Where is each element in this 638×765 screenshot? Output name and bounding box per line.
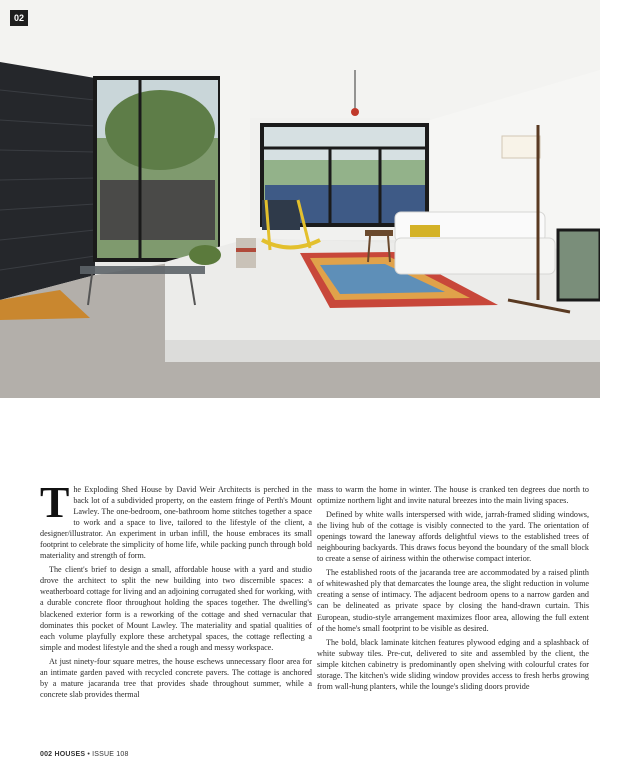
article-paragraph: The client's brief to design a small, affordable house with a yard and studio drove the architect to split the new building into two discernible spaces: a weatherboard cottage for living and an adjoining corrugated shed for working, with a durable concrete floor throughout holding the spaces together. The dwelling's blackened exterior form is a reworking of the cottage and shed vernacular that dominates this pocket of Mount Lawley. The materiality and spatial qualities of each volume playfully explore these archetypal spaces, the cottage reflecting a simple and modest lifestyle and the shed a rough and messy workspace. bbox=[40, 565, 312, 652]
article-left-column bbox=[40, 478, 312, 703]
article-paragraph: At just ninety-four square metres, the house eschews unnecessary floor area for an intimate garden paved with recycled concrete pavers. The cottage is anchored by a mature jacaranda tree that provides shade throughout summer, while a concrete slab provides thermal bbox=[40, 656, 312, 699]
article-paragraph: The established roots of the jacaranda tree are accommodated by a raised plinth of whitewashed ply that demarcates the lounge area, the slight reduction in volume creating a sense of intimacy. The adjacent bedroom opens to a narrow garden and can be delineated as private space by closing the hand-drawn curtain. This European, studio-style arrangement maximizes floor area, allowing the full extent of the home's small footprint to be visible as desired. bbox=[317, 568, 589, 633]
article-paragraph: Defined by white walls interspersed with wide, jarrah-framed sliding windows, the living hub of the cottage is visibly connected to the yard. The orientation of openings toward the laneway affords delightful views to the established trees of neighbouring backyards. This draws focus beyond the boundary of the small block to create a sense of airiness within the otherwise compact interior. bbox=[317, 510, 589, 564]
article-paragraph: mass to warm the home in winter. The house is cranked ten degrees due north to optimize northern light and invite natural breezes into the main living spaces. bbox=[317, 485, 589, 506]
footer-page-number: 002 bbox=[40, 751, 53, 758]
article-right-column bbox=[317, 484, 589, 695]
article-paragraph: The bold, black laminate kitchen features plywood edging and a splashback of white subway tiles. Pre-cut, delivered to site and assembled by the client, the simple kitchen cabinetry is predominantly open shelving with colourful crates for storage. The kitchen's wide sliding window provides access to fresh herbs growing from wall-hung planters, while the lounge's sliding doors provide bbox=[317, 637, 589, 691]
page-number-badge: 02 bbox=[10, 10, 28, 26]
interior-photo bbox=[0, 0, 600, 398]
footer-issue: • ISSUE 108 bbox=[87, 751, 129, 758]
article-paragraph bbox=[40, 478, 312, 561]
page-footer bbox=[40, 751, 129, 758]
paragraph-text: he Exploding Shed House by David Weir Architects is perched in the back lot of a subdivided property, on the eastern fringe of Perth's Mount Lawley. The one-bedroom, one-bathroom home stitches together a space to work and a space to live, tailored to the lifestyle of the client, a designer/illustrator. An experiment in urban infill, the house embraces its small footprint to celebrate the simplicity of home life, while packing punch through bold materiality and strength of form. bbox=[40, 485, 312, 561]
footer-publication: HOUSES bbox=[54, 751, 86, 758]
drop-cap: T bbox=[40, 478, 70, 527]
